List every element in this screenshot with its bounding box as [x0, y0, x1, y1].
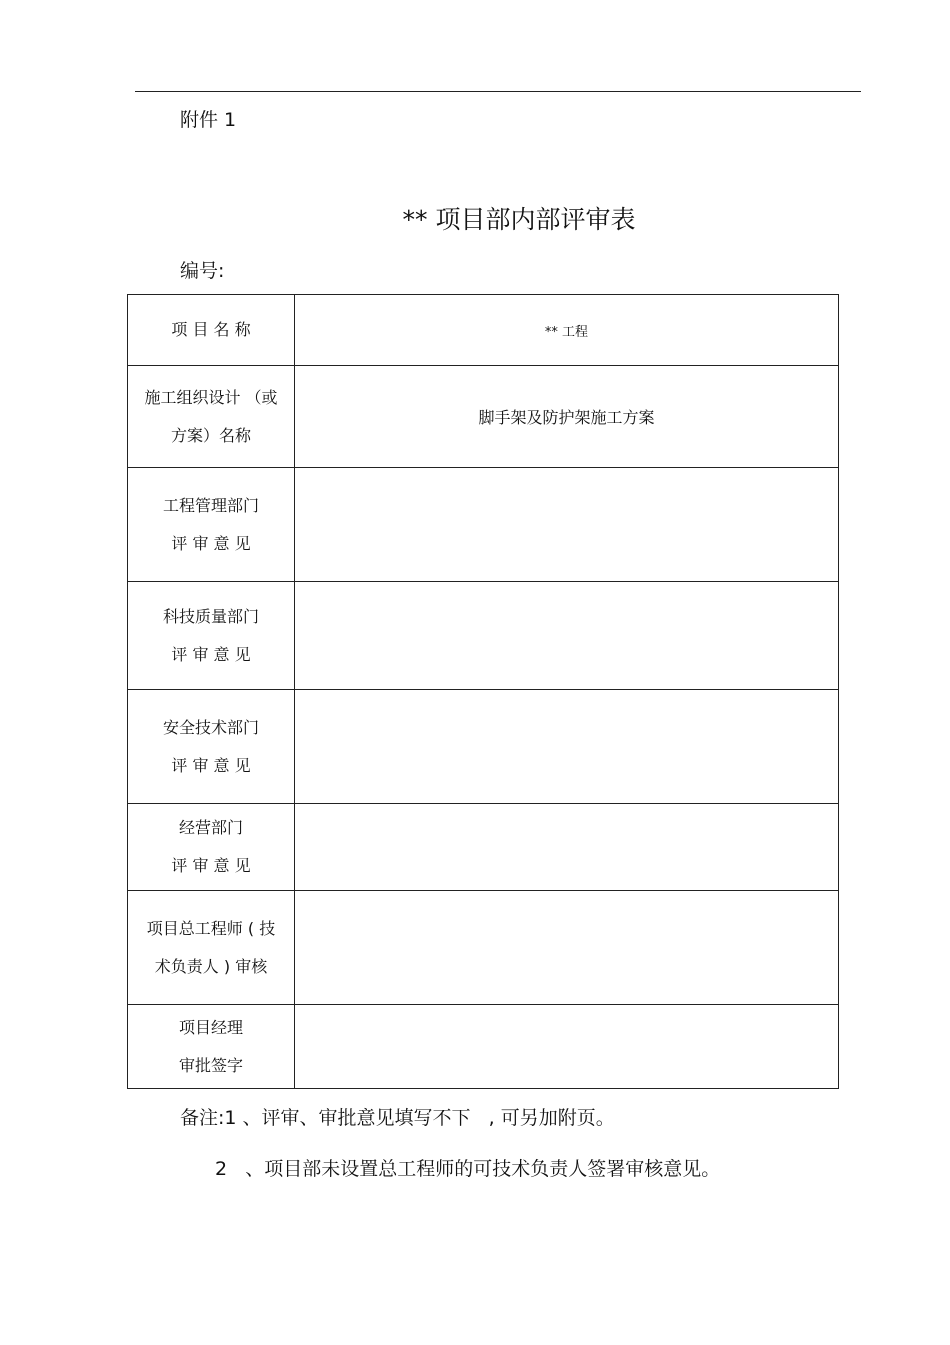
row-label-project-manager [128, 1005, 295, 1089]
label-line: 科技质量部门 [162, 606, 259, 626]
row-label-engineering-dept [128, 468, 295, 582]
label-line: 评 审 意 见 [171, 856, 251, 875]
label-line: 项目经理 [178, 1017, 243, 1037]
engineering-dept-opinion-field[interactable] [295, 468, 839, 582]
row-label-plan-name [128, 366, 295, 468]
label-line: 工程管理部门 [162, 495, 259, 515]
label-line: 审批签字 [178, 1055, 243, 1075]
project-name-field[interactable]: ** 工程 [295, 295, 839, 366]
row-label-operations-dept [128, 804, 295, 891]
label-line: 安全技术部门 [162, 717, 259, 737]
label-line: 评 审 意 见 [171, 533, 251, 553]
page-title: ** 项目部内部评审表 [402, 205, 636, 234]
table-row [128, 295, 839, 366]
header-rule [135, 91, 861, 92]
label-line: 施工组织设计 （或 [144, 387, 278, 407]
note-2: 2 、项目部未设置总工程师的可技术负责人签署审核意见。 [215, 1158, 721, 1180]
label-line: 经营部门 [178, 818, 243, 837]
review-form-table [127, 294, 839, 1089]
operations-dept-opinion-field[interactable] [295, 804, 839, 891]
label-line: 评 审 意 见 [171, 755, 251, 775]
table-row [128, 468, 839, 582]
label-line: 方案）名称 [170, 425, 251, 445]
table-row [128, 1005, 839, 1089]
quality-dept-opinion-field[interactable] [295, 582, 839, 690]
label-line: 项 目 名 称 [171, 320, 251, 339]
row-label-safety-dept [128, 690, 295, 804]
number-label: 编号: [180, 260, 225, 282]
table-row [128, 804, 839, 891]
row-label-chief-engineer [128, 891, 295, 1005]
attachment-label: 附件 1 [180, 109, 237, 131]
table-row [128, 582, 839, 690]
chief-engineer-review-field[interactable] [295, 891, 839, 1005]
note-1: 备注:1 、评审、审批意见填写不下 , 可另加附页。 [180, 1107, 615, 1129]
project-manager-signature-field[interactable] [295, 1005, 839, 1089]
table-row [128, 366, 839, 468]
label-line: 项目总工程师 ( 技 [146, 918, 276, 938]
row-label-quality-dept [128, 582, 295, 690]
label-line: 评 审 意 见 [171, 644, 251, 664]
row-label-project-name [128, 295, 295, 366]
safety-dept-opinion-field[interactable] [295, 690, 839, 804]
label-line: 术负责人 ) 审核 [154, 956, 268, 976]
plan-name-field[interactable]: 脚手架及防护架施工方案 [295, 366, 839, 468]
table-row [128, 690, 839, 804]
table-row [128, 891, 839, 1005]
